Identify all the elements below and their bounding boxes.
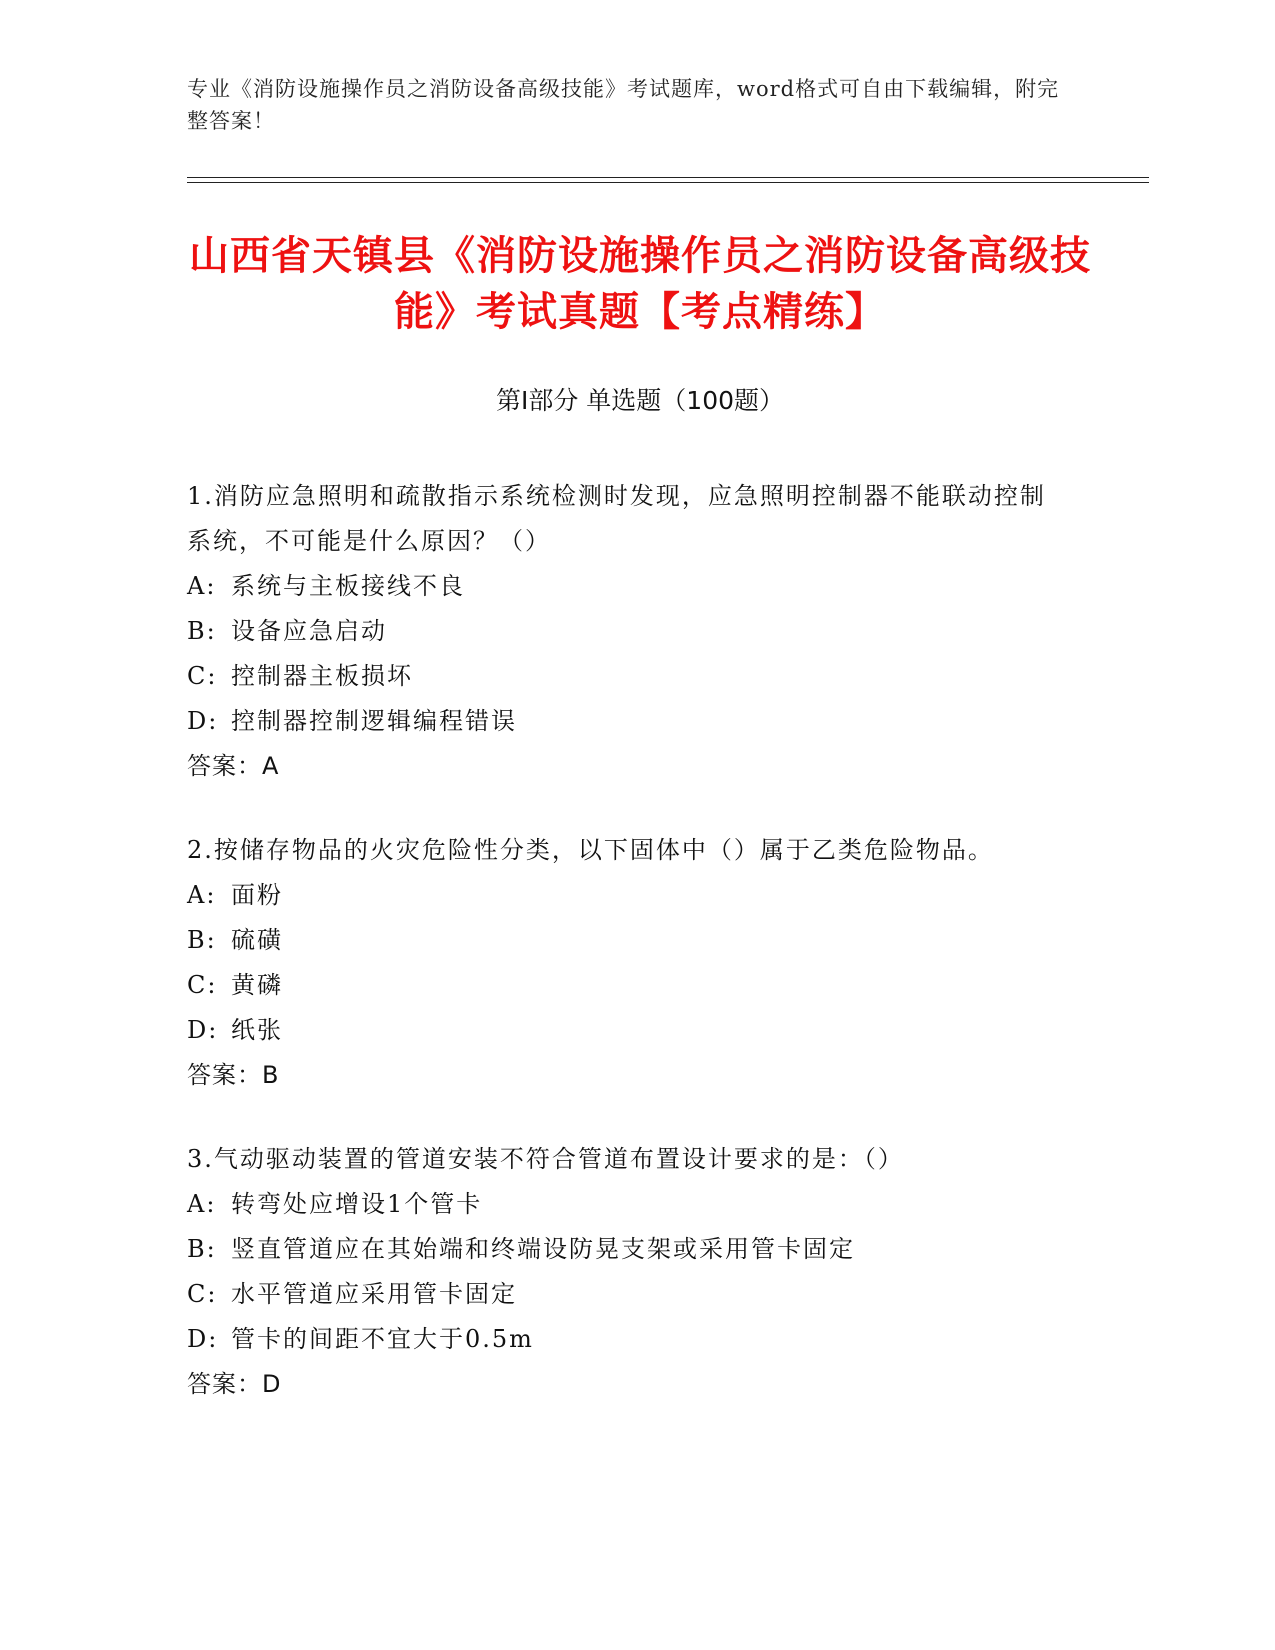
header-rule-top (187, 177, 1149, 178)
option-text: 黄磷 (231, 971, 283, 999)
option-text: 纸张 (231, 1016, 283, 1044)
option-a (187, 1182, 1067, 1227)
option-text: 水平管道应采用管卡固定 (231, 1280, 517, 1308)
option-letter: D: (187, 1325, 219, 1353)
question-stem: 1.消防应急照明和疏散指示系统检测时发现，应急照明控制器不能联动控制系统，不可能是什么原因？（） (187, 482, 1046, 555)
option-d (187, 1317, 1067, 1362)
answer-line: 答案：D (187, 1370, 282, 1398)
question-list (187, 474, 1067, 1446)
option-letter: A: (187, 572, 217, 600)
question-stem: 2.按储存物品的火灾危险性分类，以下固体中（）属于乙类危险物品。 (187, 836, 994, 864)
header-note: 专业《消防设施操作员之消防设备高级技能》考试题库，word格式可自由下载编辑，附完整答案！ (187, 77, 1060, 133)
question-2 (187, 828, 1067, 1098)
option-a (187, 873, 1067, 918)
option-letter: B: (187, 926, 217, 954)
option-a (187, 564, 1067, 609)
option-letter: C: (187, 1280, 218, 1308)
option-text: 控制器控制逻辑编程错误 (231, 707, 517, 735)
option-text: 硫磺 (231, 926, 283, 954)
option-letter: D: (187, 1016, 219, 1044)
header-rule-bottom (187, 182, 1149, 183)
option-d (187, 1008, 1067, 1053)
option-c (187, 1272, 1067, 1317)
option-letter: A: (187, 1190, 217, 1218)
section-heading: 第Ⅰ部分 单选题（100题） (495, 386, 785, 415)
option-letter: C: (187, 971, 218, 999)
option-letter: A: (187, 881, 217, 909)
option-c (187, 654, 1067, 699)
option-letter: D: (187, 707, 219, 735)
answer-line: 答案：B (187, 1061, 280, 1089)
option-letter: B: (187, 617, 217, 645)
document-title: 山西省天镇县《消防设施操作员之消防设备高级技能》考试真题【考点精练】 (189, 233, 1091, 335)
option-text: 设备应急启动 (231, 617, 387, 645)
answer-line: 答案：A (187, 752, 280, 780)
option-b (187, 609, 1067, 654)
option-b (187, 1227, 1067, 1272)
option-letter: C: (187, 662, 218, 690)
option-text: 控制器主板损坏 (231, 662, 413, 690)
option-b (187, 918, 1067, 963)
option-c (187, 963, 1067, 1008)
option-text: 面粉 (231, 881, 283, 909)
question-1 (187, 474, 1067, 789)
option-text: 管卡的间距不宜大于0.5m (231, 1325, 534, 1353)
option-text: 转弯处应增设1个管卡 (231, 1190, 483, 1218)
option-d (187, 699, 1067, 744)
option-text: 系统与主板接线不良 (231, 572, 465, 600)
option-letter: B: (187, 1235, 217, 1263)
question-stem: 3.气动驱动装置的管道安装不符合管道布置设计要求的是：（） (187, 1145, 904, 1173)
option-text: 竖直管道应在其始端和终端设防晃支架或采用管卡固定 (231, 1235, 855, 1263)
question-3 (187, 1137, 1067, 1407)
